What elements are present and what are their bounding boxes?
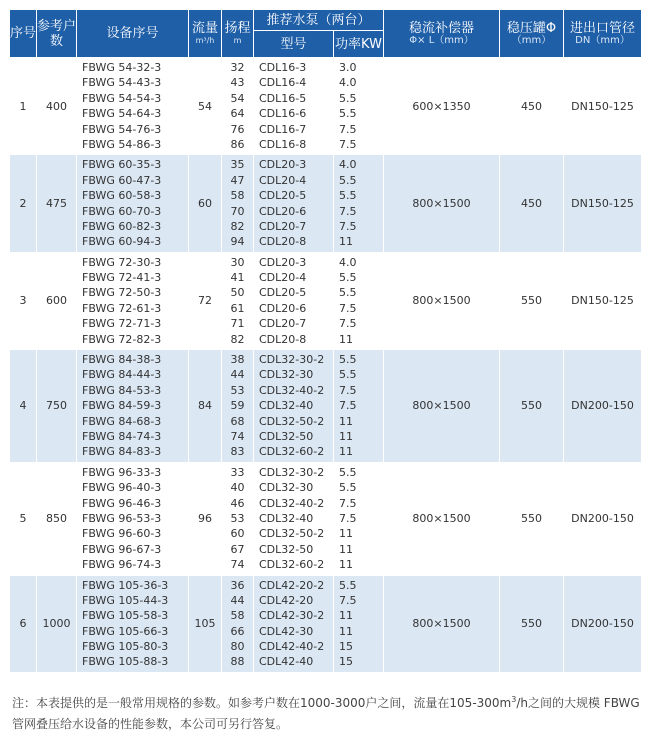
cell-heads [222,462,254,575]
cell-heads [222,155,254,252]
cell-models [254,58,334,155]
cell-powers-item: 15 [339,640,353,654]
cell-models [254,462,334,575]
cell-powers-item: 5.5 [339,353,357,367]
cell-heads-item: 64 [230,107,245,121]
cell-devices-item: FBWG 54-32-3 [82,61,162,74]
cell-models-item: CDL20-4 [259,173,307,187]
cell-devices-item: FBWG 105-66-3 [82,624,169,638]
cell-heads-item: 67 [230,542,245,556]
cell-models-item: CDL20-6 [259,301,307,315]
cell-heads-item: 94 [230,235,245,249]
cell-powers [334,350,384,463]
cell-devices-item: FBWG 96-53-3 [82,511,162,525]
cell-devices-item: FBWG 54-43-3 [82,76,162,90]
cell-models-item: CDL42-30 [259,624,314,638]
cell-models-item: CDL20-3 [259,158,307,172]
cell-powers [334,575,384,672]
table-row [10,350,642,463]
cell-models [254,155,334,252]
cell-powers-item: 4.0 [339,76,357,90]
cell-devices-item: FBWG 60-70-3 [82,204,162,218]
cell-models-item: CDL32-30-2 [259,353,325,367]
cell-heads-item: 33 [230,465,245,479]
cell-devices [77,575,189,672]
cell-devices-item: FBWG 105-58-3 [82,609,169,623]
header-pump-group: 推荐水泵（两台） [254,10,384,31]
cell-heads-item: 66 [230,624,245,638]
cell-devices-item: FBWG 60-94-3 [82,235,162,249]
cell-seq: 3 [10,252,37,349]
cell-devices [77,58,189,155]
table-row [10,58,642,155]
cell-heads-item: 83 [230,445,245,459]
cell-heads-item: 86 [230,137,245,151]
cell-devices-item: FBWG 84-44-3 [82,368,162,382]
cell-models-item: CDL32-60-2 [259,445,325,459]
cell-heads-item: 38 [230,353,245,367]
cell-pipe: DN150-125 [564,252,642,349]
cell-models [254,575,334,672]
cell-devices-item: FBWG 105-36-3 [82,578,169,592]
cell-households: 750 [37,350,77,463]
cell-households: 600 [37,252,77,349]
cell-devices-item: FBWG 96-60-3 [82,527,162,541]
cell-devices-item: FBWG 54-54-3 [82,91,162,105]
cell-pipe: DN150-125 [564,58,642,155]
cell-heads-item: 58 [230,609,245,623]
cell-powers-item: 7.5 [339,511,357,525]
cell-heads-item: 60 [230,527,245,541]
cell-heads-item: 41 [230,271,245,285]
cell-heads-item: 36 [230,578,245,592]
cell-powers-item: 11 [339,445,353,459]
cell-powers-item: 5.5 [339,481,357,495]
table-row [10,462,642,575]
cell-heads-item: 59 [230,399,245,413]
cell-powers [334,155,384,252]
cell-powers-item: 4.0 [339,255,357,269]
cell-devices [77,462,189,575]
cell-models-item: CDL16-8 [259,137,307,151]
cell-flow: 96 [189,462,222,575]
cell-seq: 1 [10,58,37,155]
cell-powers [334,58,384,155]
cell-devices-item: FBWG 72-82-3 [82,332,162,346]
header-head: 扬程 m [222,10,254,58]
cell-powers-item: 5.5 [339,173,357,187]
cell-heads-item: 88 [230,655,245,669]
cell-devices-item: FBWG 54-76-3 [82,122,162,136]
cell-powers-item: 7.5 [339,301,357,315]
cell-models-item: CDL20-5 [259,286,307,300]
table-header [10,10,642,58]
cell-models-item: CDL32-50 [259,542,314,556]
cell-devices-item: FBWG 54-64-3 [82,107,162,121]
cell-devices-item: FBWG 96-74-3 [82,558,162,572]
cell-models-item: CDL16-4 [259,76,307,90]
cell-powers-item: 7.5 [339,496,357,510]
cell-models [254,350,334,463]
cell-devices-item: FBWG 72-30-3 [82,255,162,269]
cell-models-item: CDL20-7 [259,317,307,331]
cell-heads [222,252,254,349]
cell-models-item: CDL32-40 [259,399,314,413]
cell-powers-item: 5.5 [339,286,357,300]
cell-heads-item: 54 [230,91,245,105]
cell-heads-item: 76 [230,122,245,136]
cell-devices-item: FBWG 96-40-3 [82,481,162,495]
cell-devices-item: FBWG 96-46-3 [82,496,162,510]
cell-heads-item: 70 [230,204,245,218]
cell-flow: 60 [189,155,222,252]
cell-powers-item: 7.5 [339,399,357,413]
cell-heads [222,575,254,672]
cell-households: 850 [37,462,77,575]
spec-table [9,9,642,673]
cell-heads-item: 74 [230,558,245,572]
table-row [10,575,642,672]
cell-heads [222,350,254,463]
cell-models-item: CDL32-60-2 [259,558,325,572]
cell-seq: 2 [10,155,37,252]
cell-seq: 6 [10,575,37,672]
cell-heads-item: 46 [230,496,245,510]
header-tank: 稳压罐Φ （mm） [500,10,564,58]
cell-powers-item: 7.5 [339,137,357,151]
cell-powers-item: 11 [339,414,353,428]
cell-powers-item: 15 [339,655,353,669]
cell-devices [77,252,189,349]
cell-models-item: CDL32-40 [259,511,314,525]
header-compensator: 稳流补偿器 Φ× L（mm） [384,10,500,58]
cell-heads-item: 43 [230,76,245,90]
cell-devices-item: FBWG 60-35-3 [82,158,162,172]
cell-devices-item: FBWG 96-33-3 [82,465,162,479]
cell-powers-item: 7.5 [339,122,357,136]
cell-devices-item: FBWG 54-86-3 [82,137,162,151]
cell-heads-item: 44 [230,368,245,382]
cell-devices-item: FBWG 96-67-3 [82,542,162,556]
cell-powers-item: 11 [339,235,353,249]
cell-powers [334,252,384,349]
cell-models-item: CDL16-6 [259,107,307,121]
cell-powers-item: 11 [339,624,353,638]
cell-powers-item: 5.5 [339,189,357,203]
cell-tank: 550 [500,575,564,672]
cell-tank: 550 [500,350,564,463]
cell-heads-item: 47 [230,173,245,187]
cell-heads-item: 44 [230,593,245,607]
cell-models-item: CDL20-3 [259,255,307,269]
header-pump-model: 型号 [254,31,334,58]
cell-flow: 54 [189,58,222,155]
cell-models-item: CDL16-5 [259,91,307,105]
cell-compensator: 800×1500 [384,252,500,349]
cell-models-item: CDL20-7 [259,219,307,233]
cell-powers [334,462,384,575]
table-row [10,155,642,252]
cell-flow: 84 [189,350,222,463]
cell-pipe: DN200-150 [564,462,642,575]
cell-devices-item: FBWG 72-71-3 [82,317,162,331]
cell-heads-item: 68 [230,414,245,428]
cell-models-item: CDL32-50-2 [259,527,325,541]
header-power: 功率KW [334,31,384,58]
cell-devices-item: FBWG 84-53-3 [82,383,162,397]
cell-compensator: 800×1500 [384,462,500,575]
cell-heads-item: 58 [230,189,245,203]
cell-flow: 72 [189,252,222,349]
cell-devices-item: FBWG 84-59-3 [82,399,162,413]
cell-heads-item: 82 [230,219,245,233]
cell-tank: 550 [500,462,564,575]
cell-heads-item: 61 [230,301,245,315]
cell-heads [222,58,254,155]
cell-models-item: CDL20-6 [259,204,307,218]
cell-models-item: CDL16-7 [259,122,307,136]
cell-powers-item: 11 [339,527,353,541]
header-device-no: 设备序号 [77,10,189,58]
cell-powers-item: 5.5 [339,368,357,382]
cell-models-item: CDL16-3 [259,61,307,74]
cell-devices-item: FBWG 72-50-3 [82,286,162,300]
cell-models-item: CDL42-30-2 [259,609,325,623]
cell-heads-item: 82 [230,332,245,346]
cell-devices-item: FBWG 84-83-3 [82,445,162,459]
cell-models-item: CDL42-20-2 [259,578,325,592]
cell-powers-item: 5.5 [339,578,357,592]
header-seq: 序号 [10,10,37,58]
cell-pipe: DN200-150 [564,575,642,672]
table-row [10,252,642,349]
cell-compensator: 600×1350 [384,58,500,155]
cell-powers-item: 11 [339,609,353,623]
cell-powers-item: 11 [339,558,353,572]
cell-models-item: CDL42-20 [259,593,314,607]
cell-tank: 450 [500,58,564,155]
table-body [10,58,642,673]
cell-heads-item: 40 [230,481,245,495]
header-pipe: 进出口管径 DN（mm） [564,10,642,58]
cell-flow: 105 [189,575,222,672]
cell-households: 475 [37,155,77,252]
cell-seq: 5 [10,462,37,575]
cell-powers-item: 7.5 [339,593,357,607]
cell-models-item: CDL32-40-2 [259,383,325,397]
cell-models-item: CDL20-8 [259,332,307,346]
cell-heads-item: 71 [230,317,245,331]
cell-powers-item: 11 [339,542,353,556]
cell-powers-item: 5.5 [339,91,357,105]
cell-devices-item: FBWG 84-74-3 [82,429,162,443]
cell-tank: 450 [500,155,564,252]
cell-households: 1000 [37,575,77,672]
cell-devices [77,350,189,463]
cell-devices-item: FBWG 60-47-3 [82,173,162,187]
cell-seq: 4 [10,350,37,463]
cell-models-item: CDL42-40-2 [259,640,325,654]
cell-powers-item: 11 [339,429,353,443]
cell-powers-item: 7.5 [339,317,357,331]
cell-models-item: CDL32-30 [259,481,314,495]
cell-models-item: CDL20-8 [259,235,307,249]
cell-models-item: CDL32-30 [259,368,314,382]
cell-devices-item: FBWG 84-38-3 [82,353,162,367]
cell-powers-item: 7.5 [339,204,357,218]
cell-pipe: DN150-125 [564,155,642,252]
cell-devices-item: FBWG 84-68-3 [82,414,162,428]
cell-powers-item: 4.0 [339,158,357,172]
cell-devices [77,155,189,252]
cell-compensator: 800×1500 [384,350,500,463]
cell-powers-item: 11 [339,332,353,346]
cell-models-item: CDL32-30-2 [259,465,325,479]
cell-heads-item: 32 [230,61,245,74]
cell-powers-item: 5.5 [339,107,357,121]
cell-heads-item: 35 [230,158,245,172]
cell-devices-item: FBWG 72-61-3 [82,301,162,315]
cell-devices-item: FBWG 60-82-3 [82,219,162,233]
cell-devices-item: FBWG 105-44-3 [82,593,169,607]
cell-models-item: CDL20-5 [259,189,307,203]
cell-models-item: CDL20-4 [259,271,307,285]
cell-powers-item: 7.5 [339,219,357,233]
cell-heads-item: 74 [230,429,245,443]
footnote: 注：本表提供的是一般常用规格的参数。如参考户数在1000-3000户之间，流量在$105-300m^3/h$之间的大规模 FBWG 管网叠压给水设备的性能参数，本公司可另行答复。 [12,695,640,731]
cell-households: 400 [37,58,77,155]
cell-models-item: CDL32-50 [259,429,314,443]
cell-models-item: CDL32-50-2 [259,414,325,428]
cell-powers-item: 3.0 [339,61,357,74]
cell-devices-item: FBWG 105-88-3 [82,655,169,669]
cell-powers-item: 5.5 [339,271,357,285]
cell-heads-item: 53 [230,511,245,525]
cell-devices-item: FBWG 72-41-3 [82,271,162,285]
cell-heads-item: 80 [230,640,245,654]
cell-heads-item: 53 [230,383,245,397]
cell-devices-item: FBWG 60-58-3 [82,189,162,203]
cell-models-item: CDL32-40-2 [259,496,325,510]
cell-devices-item: FBWG 105-80-3 [82,640,169,654]
cell-models-item: CDL42-40 [259,655,314,669]
cell-tank: 550 [500,252,564,349]
cell-pipe: DN200-150 [564,350,642,463]
cell-powers-item: 5.5 [339,465,357,479]
header-households: 参考户数 [37,10,77,58]
cell-heads-item: 30 [230,255,245,269]
header-flow: 流量 m³/h [189,10,222,58]
cell-powers-item: 7.5 [339,383,357,397]
cell-models [254,252,334,349]
cell-compensator: 800×1500 [384,155,500,252]
cell-heads-item: 50 [230,286,245,300]
cell-compensator: 800×1500 [384,575,500,672]
